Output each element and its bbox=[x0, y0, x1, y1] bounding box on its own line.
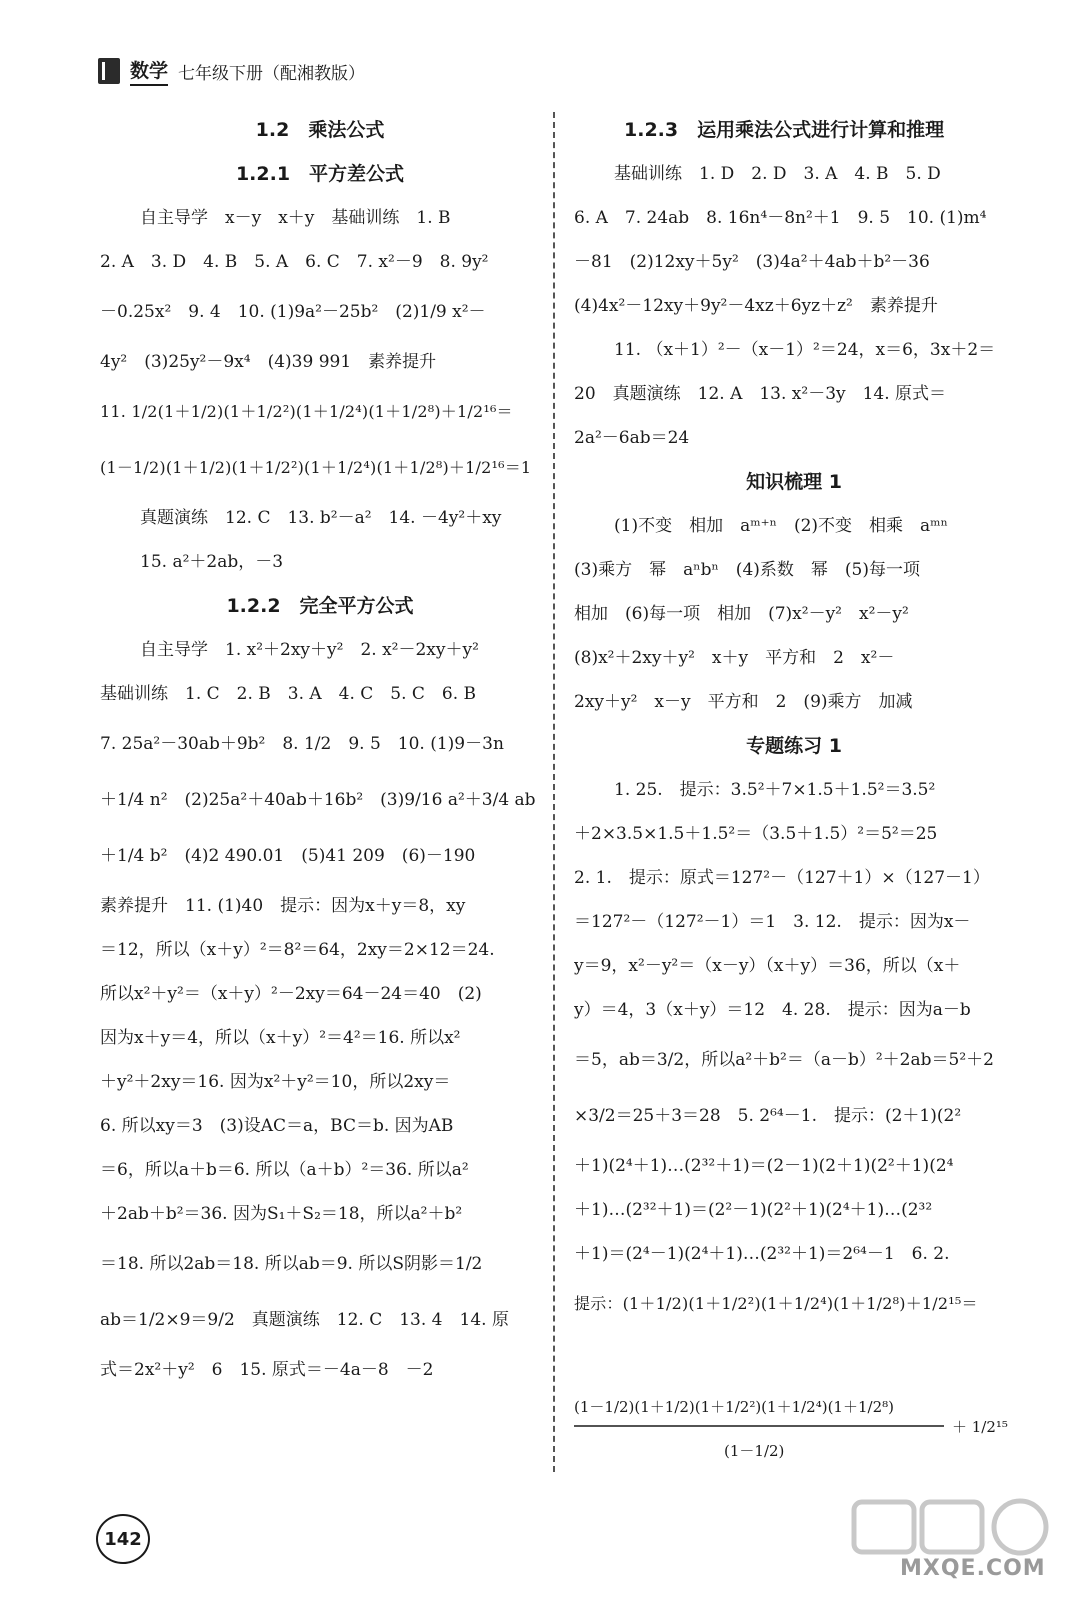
answer-line: ×3/2＝25＋3＝28 5. 2⁶⁴－1. 提示：(2＋1)(2² bbox=[574, 1106, 962, 1126]
page-number: 142 bbox=[104, 1528, 142, 1550]
answer-line: 所以x²＋y²＝（x＋y）²－2xy＝64－24＝40 (2) bbox=[100, 984, 482, 1004]
answer-line: 11. （x＋1）²－（x－1）²＝24，x＝6，3x＋2＝ bbox=[614, 340, 996, 360]
column-divider bbox=[553, 112, 555, 1472]
answer-line: ＋1/4 n² (2)25a²＋40ab＋16b² (3)9/16 a²＋3/4 ab bbox=[100, 790, 536, 810]
subsection-title-1-2-1: 1.2.1 平方差公式 bbox=[235, 163, 405, 185]
answer-line: (8)x²＋2xy＋y² x＋y 平方和 2 x²－ bbox=[574, 648, 895, 668]
answer-line: 2a²－6ab＝24 bbox=[574, 428, 690, 448]
answer-line: ＋1)＝(2⁴－1)(2⁴＋1)…(2³²＋1)＝2⁶⁴－1 6. 2. bbox=[574, 1244, 950, 1264]
page-header bbox=[98, 54, 365, 88]
answer-line: 提示：(1＋1/2)(1＋1/2²)(1＋1/2⁴)(1＋1/2⁸)＋1/2¹⁵＝ bbox=[574, 1294, 978, 1313]
subsection-title-1-2-2: 1.2.2 完全平方公式 bbox=[226, 595, 414, 617]
answer-line: 相加 (6)每一项 相加 (7)x²－y² x²－y² bbox=[574, 604, 909, 624]
right-column bbox=[574, 108, 1014, 1332]
summary-title: 知识梳理 1 bbox=[746, 471, 842, 493]
answer-line: 基础训练 1. D 2. D 3. A 4. B 5. D bbox=[614, 164, 941, 184]
answer-line: (1－1/2)(1＋1/2)(1＋1/2²)(1＋1/2⁴)(1＋1/2⁸)＋1/2¹⁶＝1 bbox=[100, 458, 532, 477]
answer-line: ＋1)(2⁴＋1)…(2³²＋1)＝(2－1)(2＋1)(2²＋1)(2⁴ bbox=[574, 1156, 954, 1176]
answer-line: 素养提升 11. (1)40 提示：因为x＋y＝8，xy bbox=[100, 896, 466, 916]
section-title: 1.2 乘法公式 bbox=[255, 119, 385, 141]
answer-line: ＋2ab＋b²＝36. 因为S₁＋S₂＝18，所以a²＋b² bbox=[100, 1204, 463, 1224]
answer-line: ＋1)…(2³²＋1)＝(2²－1)(2²＋1)(2⁴＋1)…(2³² bbox=[574, 1200, 933, 1220]
answer-line: 6. 所以xy＝3 (3)设AC＝a，BC＝b. 因为AB bbox=[100, 1116, 454, 1136]
answer-line: ＝5，ab＝3/2，所以a²＋b²＝（a－b）²＋2ab＝5²＋2 bbox=[574, 1050, 994, 1070]
answer-line: －81 (2)12xy＋5y² (3)4a²＋4ab＋b²－36 bbox=[574, 252, 930, 272]
subsection-title-1-2-3: 1.2.3 运用乘法公式进行计算和推理 bbox=[624, 119, 945, 141]
fraction-numerator: (1－1/2)(1＋1/2)(1＋1/2²)(1＋1/2⁴)(1＋1/2⁸) bbox=[574, 1398, 894, 1416]
answer-line: 真题演练 12. C 13. b²－a² 14. －4y²＋xy bbox=[140, 508, 502, 528]
answer-line: 2. A 3. D 4. B 5. A 6. C 7. x²－9 8. 9y² bbox=[100, 252, 489, 272]
final-fraction bbox=[574, 1376, 1024, 1476]
answer-line: y＝9，x²－y²＝（x－y）（x＋y）＝36，所以（x＋ bbox=[574, 956, 961, 976]
answer-line: 2xy＋y² x－y 平方和 2 (9)乘方 加减 bbox=[574, 692, 913, 712]
page-number-badge bbox=[96, 1514, 150, 1564]
answer-line: 自主导学 1. x²＋2xy＋y² 2. x²－2xy＋y² bbox=[140, 640, 479, 660]
practice-title: 专题练习 1 bbox=[746, 735, 842, 757]
answer-line: 自主导学 x－y x＋y 基础训练 1. B bbox=[140, 208, 451, 228]
header-grade: 七年级下册（配湘教版） bbox=[178, 63, 366, 84]
answer-line: 11. 1/2(1＋1/2)(1＋1/2²)(1＋1/2⁴)(1＋1/2⁸)＋1/2¹⁶＝ bbox=[100, 402, 513, 421]
answer-line: 式＝2x²＋y² 6 15. 原式＝－4a－8 －2 bbox=[100, 1360, 434, 1380]
answer-line: ＝6，所以a＋b＝6. 所以（a＋b）²＝36. 所以a² bbox=[100, 1160, 469, 1180]
answer-line: ＋y²＋2xy＝16. 因为x²＋y²＝10，所以2xy＝ bbox=[100, 1072, 451, 1092]
answer-line: ab＝1/2×9＝9/2 真题演练 12. C 13. 4 14. 原 bbox=[100, 1310, 509, 1330]
header-subject: 数学 bbox=[130, 56, 168, 86]
fraction-tail: ＋ 1/2¹⁵ bbox=[952, 1418, 1008, 1436]
answer-line: 15. a²＋2ab，－3 bbox=[140, 552, 284, 572]
answer-line: (4)4x²－12xy＋9y²－4xz＋6yz＋z² 素养提升 bbox=[574, 296, 938, 316]
answer-line: ＝12，所以（x＋y）²＝8²＝64，2xy＝2×12＝24. bbox=[100, 940, 495, 960]
answer-line: ＝127²－（127²－1）＝1 3. 12. 提示：因为x－ bbox=[574, 912, 971, 932]
answer-line: ＋1/4 b² (4)2 490.01 (5)41 209 (6)－190 bbox=[100, 846, 476, 866]
answer-line: 7. 25a²－30ab＋9b² 8. 1/2 9. 5 10. (1)9－3n bbox=[100, 734, 504, 754]
book-icon bbox=[98, 58, 120, 84]
answer-line: －0.25x² 9. 4 10. (1)9a²－25b² (2)1/9 x²－ bbox=[100, 302, 486, 322]
answer-line: y）＝4，3（x＋y）＝12 4. 28. 提示：因为a－b bbox=[574, 1000, 971, 1020]
answer-line: ＋2×3.5×1.5＋1.5²＝（3.5＋1.5）²＝5²＝25 bbox=[574, 824, 938, 844]
answer-line: 基础训练 1. C 2. B 3. A 4. C 5. C 6. B bbox=[100, 684, 477, 704]
answer-line: (1)不变 相加 aᵐ⁺ⁿ (2)不变 相乘 aᵐⁿ bbox=[614, 516, 948, 536]
answer-line: (3)乘方 幂 aⁿbⁿ (4)系数 幂 (5)每一项 bbox=[574, 560, 920, 580]
answer-line: 4y² (3)25y²－9x⁴ (4)39 991 素养提升 bbox=[100, 352, 437, 372]
left-column bbox=[100, 108, 540, 1392]
answer-line: 6. A 7. 24ab 8. 16n⁴－8n²＋1 9. 5 10. (1)m⁴ bbox=[574, 208, 987, 228]
answer-line: 因为x＋y＝4，所以（x＋y）²＝4²＝16. 所以x² bbox=[100, 1028, 461, 1048]
answer-line: 1. 25. 提示：3.5²＋7×1.5＋1.5²＝3.5² bbox=[614, 780, 936, 800]
fraction-denominator: (1－1/2) bbox=[724, 1442, 785, 1460]
answer-line: 20 真题演练 12. A 13. x²－3y 14. 原式＝ bbox=[574, 384, 947, 404]
answer-line: 2. 1. 提示：原式＝127²－（127＋1）×（127－1） bbox=[574, 868, 990, 888]
answer-line: ＝18. 所以2ab＝18. 所以ab＝9. 所以S阴影＝1/2 bbox=[100, 1254, 483, 1274]
watermark-text: MXQE.COM bbox=[900, 1556, 1046, 1581]
